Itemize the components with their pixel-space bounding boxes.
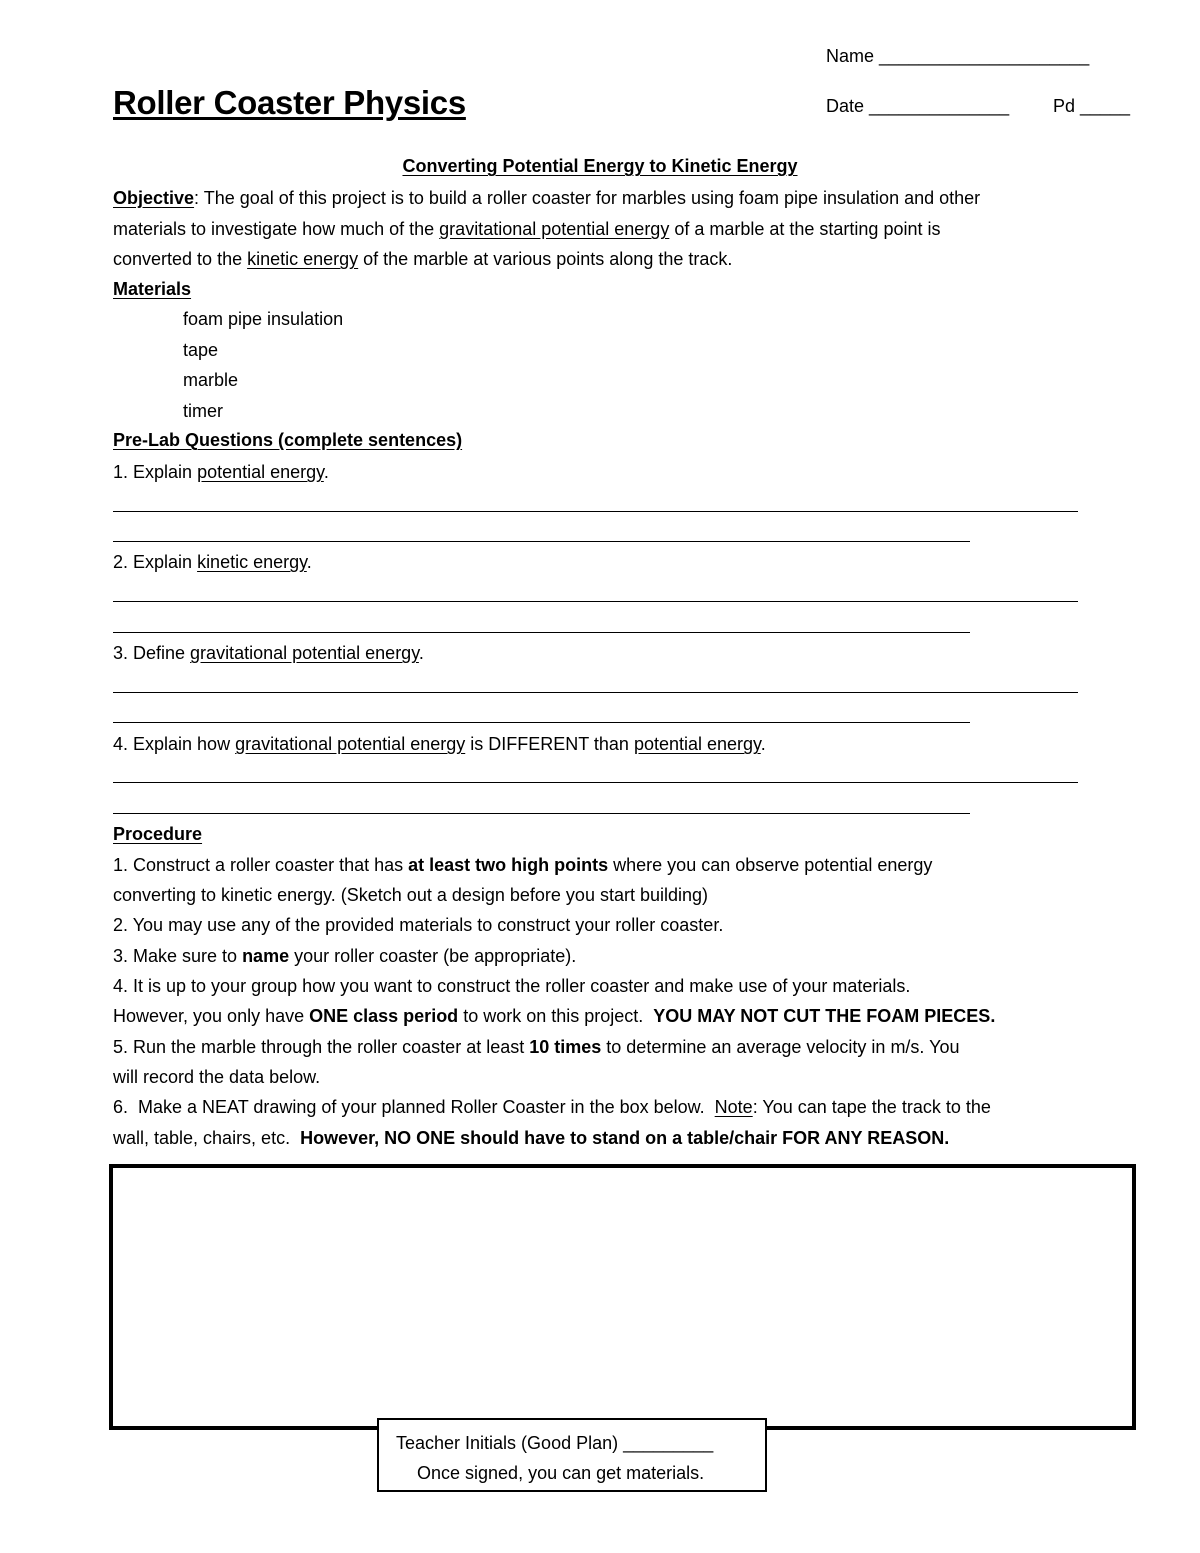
teacher-initials-note: Once signed, you can get materials. xyxy=(417,1463,705,1483)
procedure-step-4: 4. It is up to your group how you want to construct the roller coaster and make use of your materials. xyxy=(113,976,911,996)
procedure-step-4-cont xyxy=(113,1001,995,1031)
procedure-step-3 xyxy=(113,941,576,971)
question-text: 4. Explain how xyxy=(113,734,236,754)
step-text: where you can observe potential energy xyxy=(608,855,933,875)
step-text: to determine an average velocity in m/s. You xyxy=(601,1037,960,1057)
step-emphasis: name xyxy=(242,946,290,966)
objective-text: : The goal of this project is to build a roller coaster for marbles using foam pipe insulation and other xyxy=(194,188,981,208)
answer-line[interactable] xyxy=(113,722,970,723)
drawing-box[interactable] xyxy=(109,1164,1136,1430)
answer-line[interactable] xyxy=(113,511,1078,512)
procedure-step-5-cont: will record the data below. xyxy=(113,1067,321,1087)
step-text: 1. Construct a roller coaster that has xyxy=(113,855,409,875)
question-text: . xyxy=(323,462,329,482)
question-term: kinetic energy xyxy=(197,552,307,572)
answer-line[interactable] xyxy=(113,541,970,542)
teacher-initials-box xyxy=(377,1418,767,1492)
period-field-label: Pd _____ xyxy=(1053,96,1131,116)
step-text: your roller coaster (be appropriate). xyxy=(289,946,577,966)
procedure-heading: Procedure xyxy=(113,824,203,844)
prelab-question-2 xyxy=(113,547,312,577)
objective-line-1 xyxy=(113,183,980,213)
term-kinetic-energy: kinetic energy xyxy=(247,249,359,269)
question-text: 1. Explain xyxy=(113,462,198,482)
objective-line-3 xyxy=(113,244,732,274)
page-title: Roller Coaster Physics xyxy=(113,84,466,121)
procedure-step-6-cont xyxy=(113,1123,949,1153)
subtitle: Converting Potential Energy to Kinetic Energy xyxy=(402,156,798,176)
procedure-step-1-cont: converting to kinetic energy. (Sketch out a design before you start building) xyxy=(113,885,709,905)
answer-line[interactable] xyxy=(113,632,970,633)
material-item: marble xyxy=(183,370,239,390)
question-term: gravitational potential energy xyxy=(190,643,419,663)
step-text: : You can tape the track to the xyxy=(752,1097,991,1117)
question-text: . xyxy=(418,643,424,663)
material-item: tape xyxy=(183,340,219,360)
material-item: timer xyxy=(183,401,223,421)
answer-line[interactable] xyxy=(113,813,970,814)
prelab-question-3 xyxy=(113,638,424,668)
objective-text: materials to investigate how much of the xyxy=(113,219,440,239)
procedure-step-2: 2. You may use any of the provided materials to construct your roller coaster. xyxy=(113,915,724,935)
prelab-heading: Pre-Lab Questions (complete sentences) xyxy=(113,430,463,450)
answer-line[interactable] xyxy=(113,692,1078,693)
step-text: However, you only have xyxy=(113,1006,310,1026)
objective-text: converted to the xyxy=(113,249,248,269)
step-emphasis: ONE class period xyxy=(309,1006,459,1026)
objective-heading: Objective xyxy=(113,188,195,208)
step-text: wall, table, chairs, etc. xyxy=(113,1128,301,1148)
question-text: . xyxy=(760,734,766,754)
step-emphasis: However, NO ONE should have to stand on a table/chair FOR ANY REASON. xyxy=(300,1128,950,1148)
objective-line-2 xyxy=(113,214,940,244)
objective-text: of the marble at various points along the track. xyxy=(358,249,733,269)
teacher-initials-label: Teacher Initials (Good Plan) _________ xyxy=(396,1433,714,1453)
prelab-question-4 xyxy=(113,729,766,759)
date-field-label: Date ______________ xyxy=(826,96,1010,116)
materials-heading: Materials xyxy=(113,279,192,299)
step-text: 6. Make a NEAT drawing of your planned Roller Coaster in the box below. xyxy=(113,1097,715,1117)
step-emphasis: at least two high points xyxy=(408,855,609,875)
material-item: foam pipe insulation xyxy=(183,309,344,329)
step-text: to work on this project. xyxy=(458,1006,654,1026)
step-note: Note xyxy=(714,1097,753,1117)
step-text: 5. Run the marble through the roller coaster at least xyxy=(113,1037,530,1057)
procedure-step-1 xyxy=(113,850,932,880)
step-emphasis: 10 times xyxy=(529,1037,602,1057)
answer-line[interactable] xyxy=(113,601,1078,602)
question-term: potential energy xyxy=(197,462,324,482)
step-emphasis: YOU MAY NOT CUT THE FOAM PIECES. xyxy=(653,1006,996,1026)
question-text: 2. Explain xyxy=(113,552,198,572)
question-term: gravitational potential energy xyxy=(235,734,466,754)
question-text: is DIFFERENT than xyxy=(465,734,634,754)
name-field-label: Name _____________________ xyxy=(826,46,1090,66)
procedure-step-6 xyxy=(113,1092,991,1122)
answer-line[interactable] xyxy=(113,782,1078,783)
procedure-step-5 xyxy=(113,1032,960,1062)
term-gravitational-potential-energy: gravitational potential energy xyxy=(439,219,670,239)
question-text: 3. Define xyxy=(113,643,191,663)
question-text: . xyxy=(306,552,312,572)
prelab-question-1 xyxy=(113,457,329,487)
question-term: potential energy xyxy=(633,734,761,754)
objective-text: of a marble at the starting point is xyxy=(669,219,941,239)
step-text: 3. Make sure to xyxy=(113,946,243,966)
